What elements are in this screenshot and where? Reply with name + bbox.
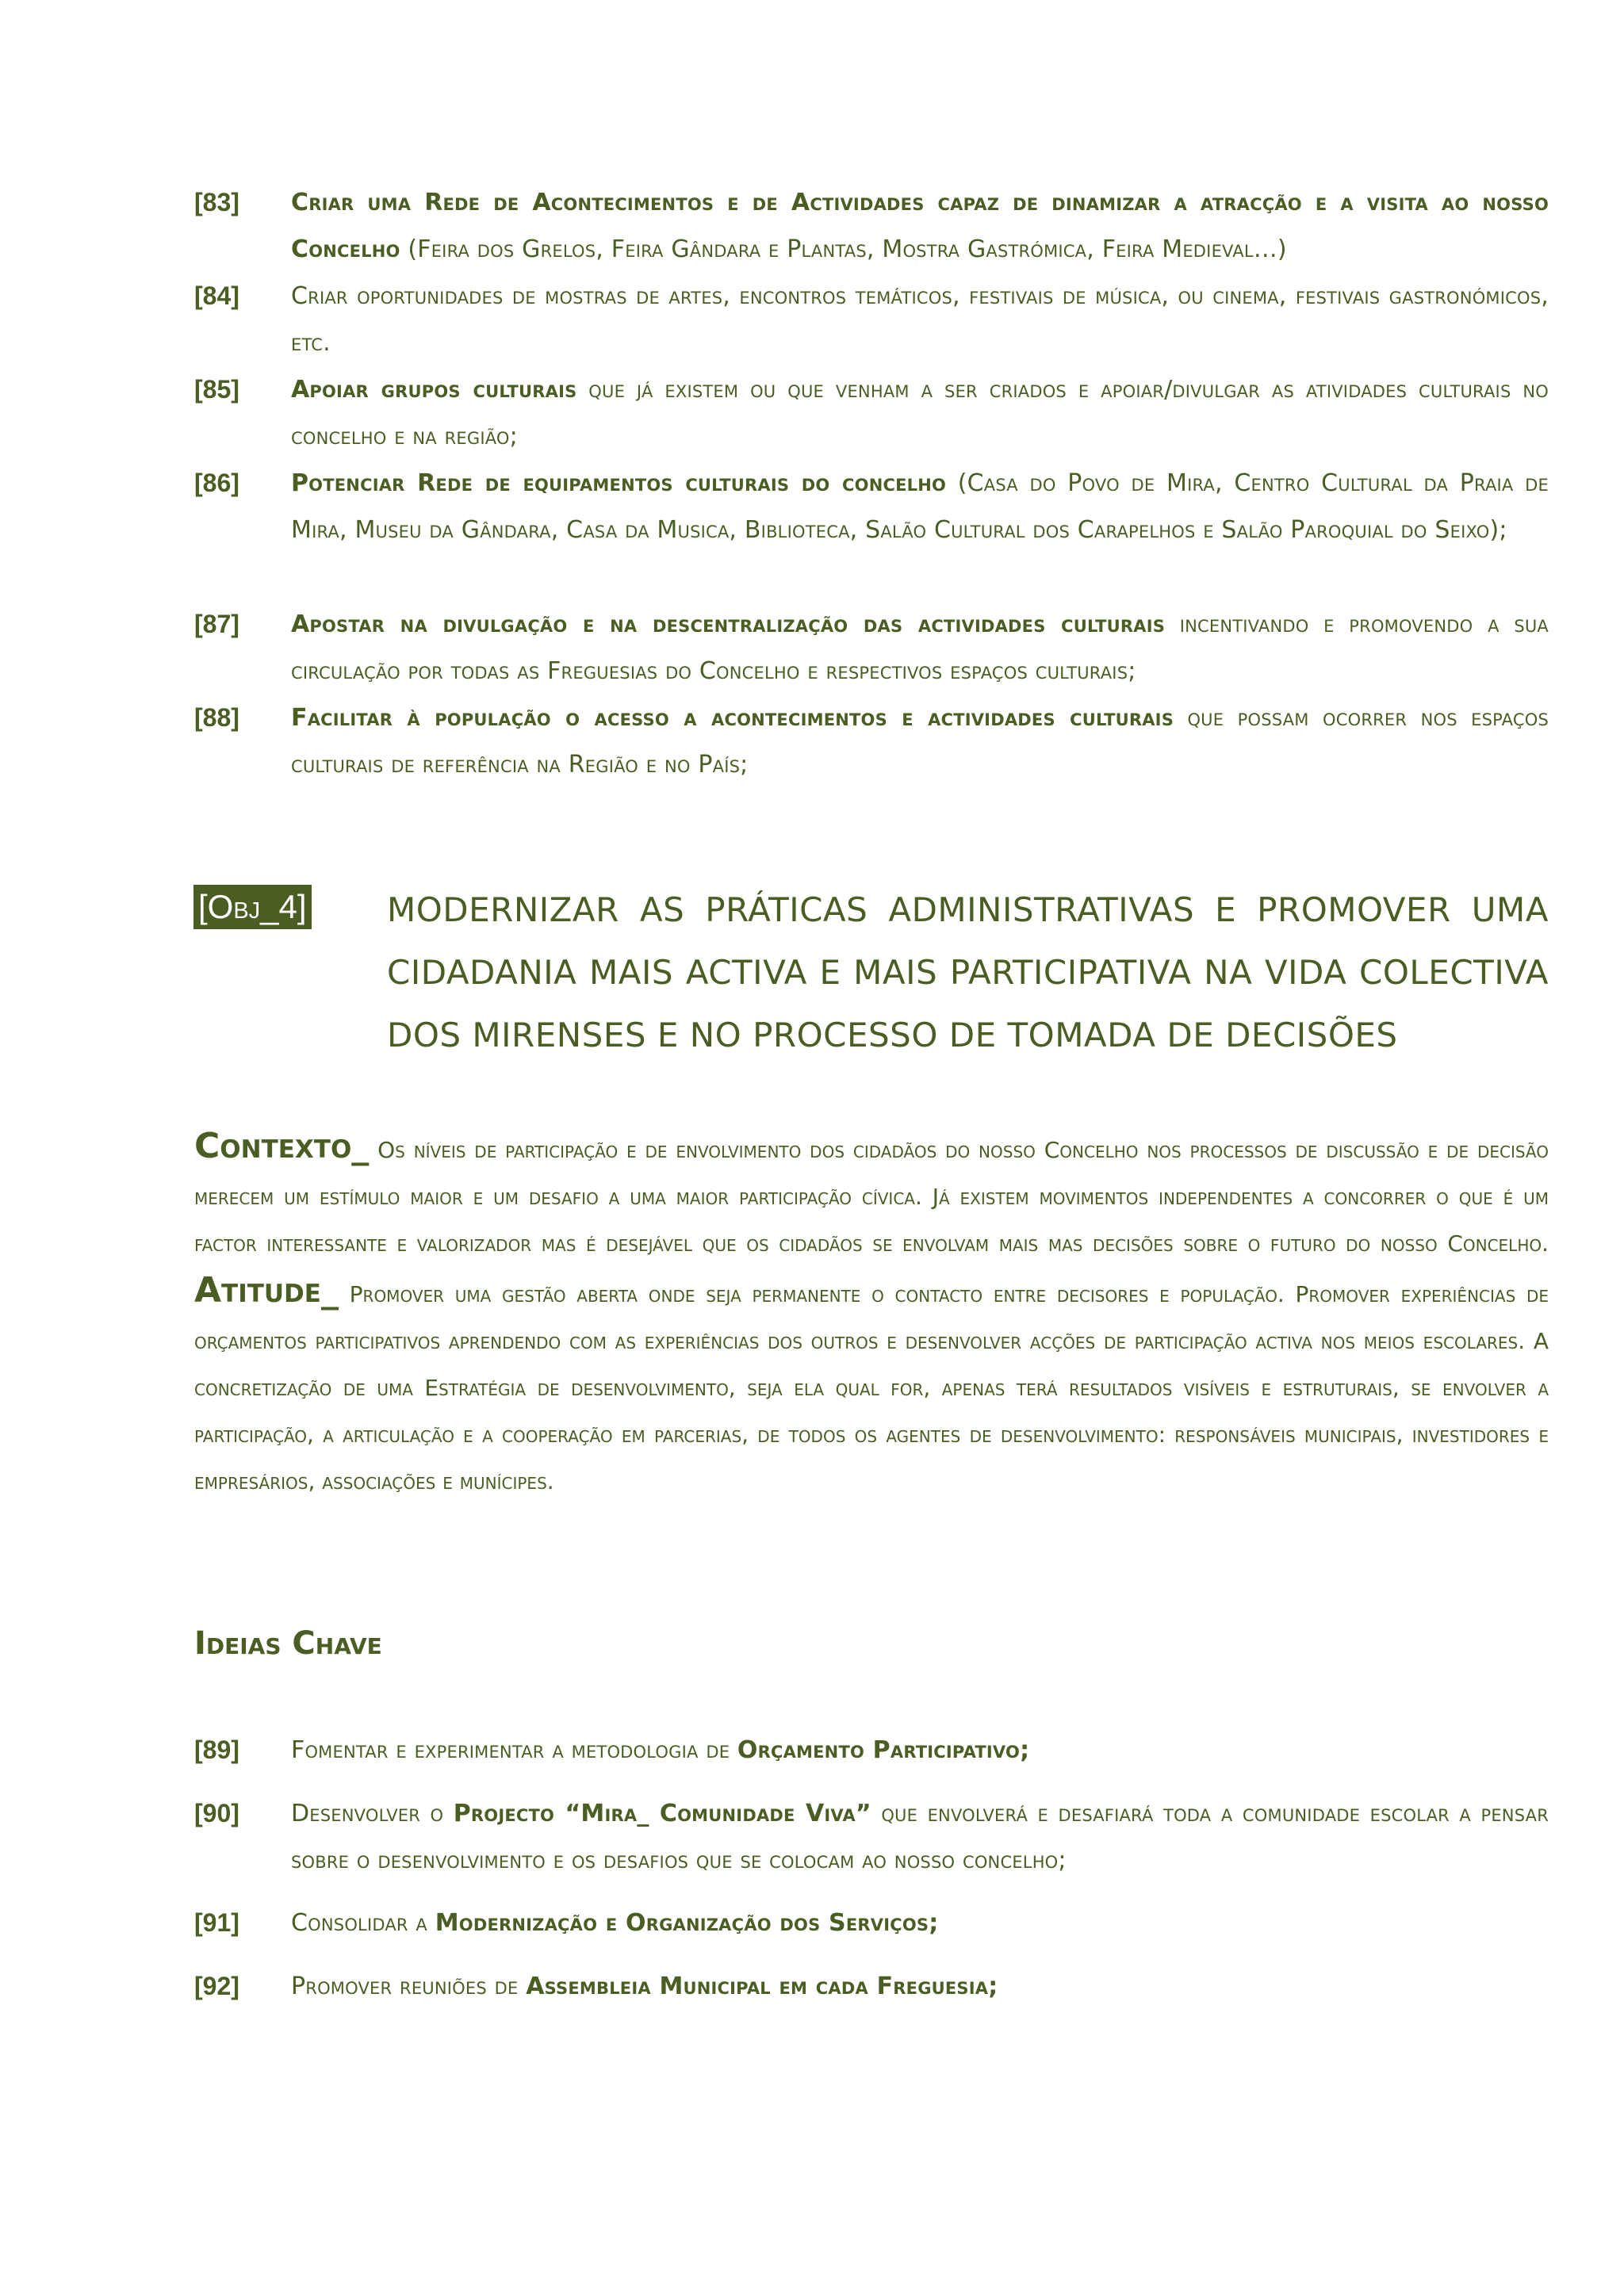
item-text: Consolidar a Modernização e Organização dos Serviços; (291, 1909, 939, 1937)
item-text: Apoiar grupos culturais que já existem ou que venham a ser criados e apoiar/divulgar as atividades culturais no concelho e na região; (291, 376, 1549, 450)
section-heading: Ideias Chave (194, 1625, 382, 1662)
objective-badge: [Obj_4] (193, 885, 312, 929)
item-text: Promover reuniões de Assembleia Municipal em cada Freguesia; (291, 1973, 998, 2000)
list-item (194, 179, 1549, 273)
item-number: [87] (194, 610, 239, 638)
list-item (194, 1963, 1549, 2010)
item-number: [86] (194, 469, 239, 497)
item-text: Criar uma Rede de Acontecimentos e de Actividades capaz de dinamizar a atracção e a visita ao nosso Concelho (Feira dos Grelos, Feira Gândara e Plantas, Mostra Gastrómica, Feira Medieval…) (291, 189, 1549, 263)
item-text: Fomentar e experimentar a metodologia de Orçamento Participativo; (291, 1736, 1030, 1764)
item-number: [91] (194, 1908, 239, 1937)
list-item (194, 601, 1549, 695)
item-number: [90] (194, 1799, 239, 1827)
list-item (194, 366, 1549, 460)
list-item (194, 273, 1549, 366)
item-number: [92] (194, 1972, 239, 2000)
context-paragraph: Contexto_ Os níveis de participação e de envolvimento dos cidadãos do nosso Concelho nos processos de discussão e de decisão merecem um estímulo maior e um desafio a uma maior participação cívica. Já existem movimentos independentes a concorrer o que é um factor interessante e valorizador mas é desejável que os cidadãos se envolvam mais mas decisões sobre o futuro do nosso Concelho. Atitude_ Promover uma gestão aberta onde seja permanente o contacto entre decisores e população. Promover experiências de orçamentos participativos aprendendo com as experiências dos outros e desenvolver acções de participação activa nos meios escolares. A concretização de uma Estratégia de desenvolvimento, seja ela qual for, apenas terá resultados visíveis e estruturais, se envolver a participação, a articulação e a cooperação em parcerias, de todos os agentes de desenvolvimento: responsáveis municipais, investidores e empresários, associações e munícipes. (194, 1126, 1549, 1494)
context-label: Contexto_ (194, 1126, 370, 1166)
item-number: [84] (194, 281, 239, 310)
list-item (194, 1727, 1549, 1774)
list-item (194, 695, 1549, 788)
item-text: Desenvolver o Projecto “Mira_ Comunidade Viva” que envolverá e desafiará toda a comunidade escolar a pensar sobre o desenvolvimento e os desafios que se colocam ao nosso concelho; (291, 1800, 1549, 1874)
item-number: [85] (194, 375, 239, 404)
attitude-label: Atitude_ (194, 1270, 339, 1311)
list-item (194, 1790, 1549, 1884)
item-number: [88] (194, 703, 239, 732)
list-item (194, 1900, 1549, 1946)
item-text: Apostar na divulgação e na descentralização das actividades culturais incentivando e promovendo a sua circulação por todas as Freguesias do Concelho e respectivos espaços culturais; (291, 610, 1549, 685)
item-number: [89] (194, 1735, 239, 1764)
item-text: Facilitar à população o acesso a acontecimentos e actividades culturais que possam ocorrer nos espaços culturais de referência na Região e no País; (291, 704, 1549, 779)
item-number: [83] (194, 188, 239, 216)
item-text: Potenciar Rede de equipamentos culturais do concelho (Casa do Povo de Mira, Centro Cultural da Praia de Mira, Museu da Gândara, Casa da Musica, Biblioteca, Salão Cultural dos Carapelhos e Salão Paroquial do Seixo); (291, 469, 1549, 544)
objective-title: MODERNIZAR AS PRÁTICAS ADMINISTRATIVAS E PROMOVER UMA CIDADANIA MAIS ACTIVA E MAIS PARTICIPATIVA NA VIDA COLECTIVA DOS MIRENSES E NO PROCESSO DE TOMADA DE DECISÕES (387, 890, 1549, 1054)
item-text: Criar oportunidades de mostras de artes, encontros temáticos, festivais de música, ou cinema, festivais gastronómicos, etc. (291, 282, 1549, 357)
list-item (194, 460, 1549, 553)
